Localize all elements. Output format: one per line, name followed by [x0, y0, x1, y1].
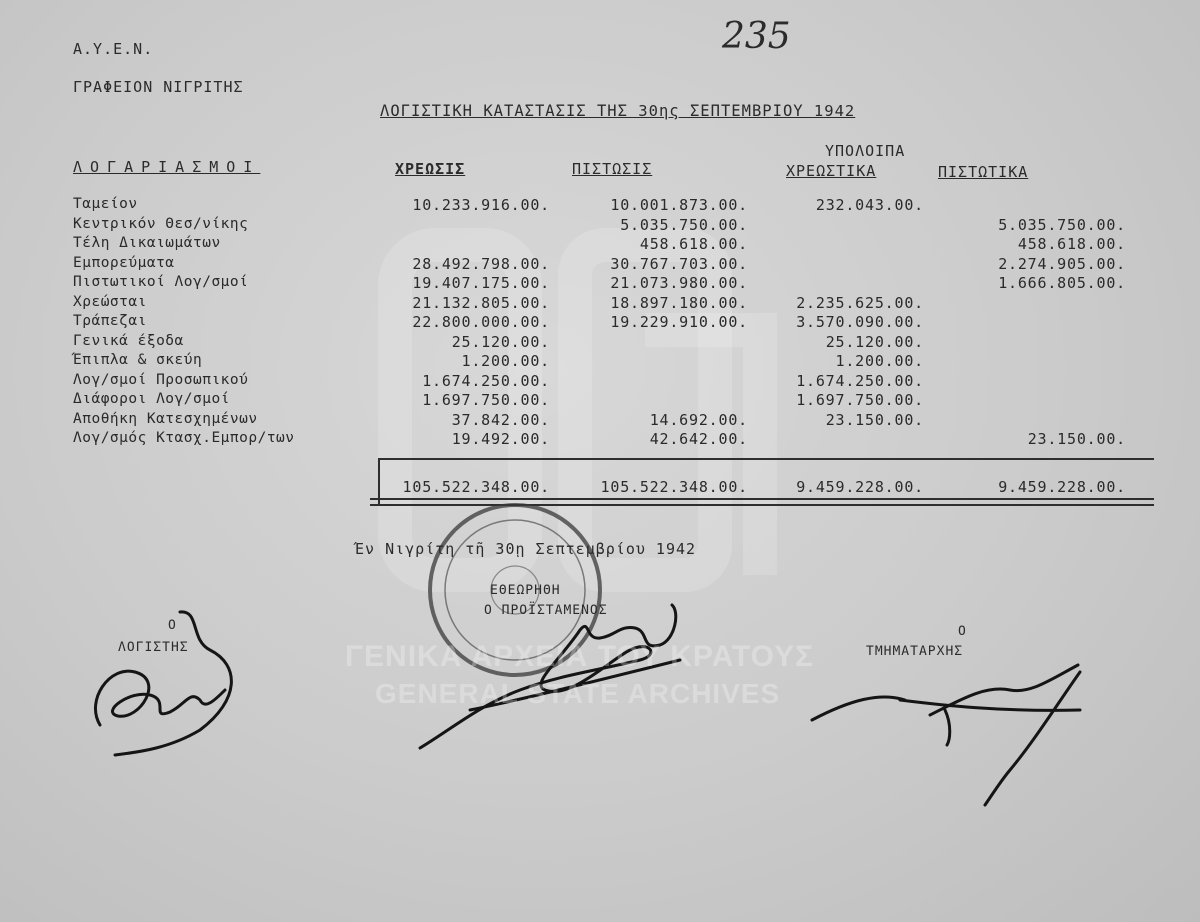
chief-article: Ο [958, 624, 967, 639]
row-debit-value: 1.697.750.00. [422, 391, 550, 409]
row-bal-credit-value: 1.666.805.00. [998, 274, 1126, 292]
document-title: ΛΟΓΙΣΤΙΚΗ ΚΑΤΑΣΤΑΣΙΣ ΤΗΣ 30ης ΣΕΠΤΕΜΒΡΙΟΥ 1942 [380, 102, 856, 120]
row-credit-value: 19.229.910.00. [610, 313, 748, 331]
row-label: Αποθήκη Κατεσχημένων [73, 410, 258, 427]
row-debit-value: 10.233.916.00. [412, 196, 550, 214]
header-credit: ΠΙΣΤΩΣΙΣ [572, 160, 653, 178]
watermark-line-1: ΓΕΝΙΚΑ ΑΡΧΕΙΑ ΤΟΥ ΚΡΑΤΟΥΣ [345, 640, 815, 673]
chief-signature [812, 665, 1080, 805]
total-credit: 105.522.348.00. [600, 478, 748, 496]
row-label: Τέλη Δικαιωμάτων [73, 235, 221, 251]
row-debit-value: 37.842.00. [451, 410, 550, 429]
total-debit: 105.522.348.00. [402, 478, 550, 496]
row-debit-value: 1.200.00. [461, 352, 550, 370]
row-label: Λογ/σμός Κτασχ.Εμπορ/των [73, 430, 295, 446]
row-bal-credit-value: 23.150.00. [1027, 430, 1126, 448]
row-label: Λογ/σμοί Προσωπικού [73, 371, 249, 388]
row-label: Τράπεζαι [73, 313, 147, 329]
accountant-signature [95, 612, 231, 755]
row-debit-value: 22.800.000.00. [412, 313, 550, 331]
row-credit-value: 18.897.180.00. [610, 293, 748, 312]
row-label: Χρεώσται [73, 293, 147, 310]
row-label: Διάφοροι Λογ/σμοί [73, 391, 230, 407]
row-debit-value: 25.120.00. [451, 332, 550, 351]
row-label: Ταμείον [73, 196, 138, 212]
row-bal-debit-value: 1.674.250.00. [796, 371, 924, 390]
row-credit-value: 30.767.703.00. [610, 254, 748, 273]
header-debit: ΧΡΕΩΣΙΣ [395, 160, 466, 178]
accountant-label: ΛΟΓΙΣΤΗΣ [118, 640, 189, 655]
header-accounts: ΛΟΓΑΡΙΑΣΜΟΙ [73, 158, 261, 176]
total-balance-debit: 9.459.228.00. [796, 478, 924, 496]
row-credit-value: 10.001.873.00. [610, 196, 748, 214]
row-debit-value: 21.132.805.00. [412, 293, 550, 312]
row-label: Εμπορεύματα [73, 254, 175, 271]
row-bal-credit-value: 2.274.905.00. [998, 254, 1126, 273]
row-bal-debit-value: 3.570.090.00. [796, 313, 924, 331]
page-number: 235 [722, 16, 791, 57]
accountant-article: Ο [168, 618, 177, 633]
header-balance-credit: ΠΙΣΤΩΤΙΚΑ [938, 163, 1029, 181]
watermark-line-2: GENERAL STATE ARCHIVES [375, 678, 781, 709]
row-bal-debit-value: 2.235.625.00. [796, 293, 924, 312]
row-debit-value: 19.407.175.00. [412, 274, 550, 292]
row-bal-debit-value: 232.043.00. [815, 196, 924, 214]
row-label: Κεντρικόν Θεσ/νίκης [73, 215, 249, 232]
row-label: Πιστωτικοί Λογ/σμοί [73, 274, 249, 290]
row-debit-value: 28.492.798.00. [412, 254, 550, 273]
office-name: ΓΡΑΦΕΙΟΝ ΝΙΓΡΙΤΗΣ [73, 78, 244, 96]
chief-label: ΤΜΗΜΑΤΑΡΧΗΣ [866, 644, 964, 659]
total-balance-credit: 9.459.228.00. [998, 478, 1126, 496]
row-credit-value: 42.642.00. [649, 430, 748, 448]
row-credit-value: 14.692.00. [649, 410, 748, 429]
row-bal-credit-value: 5.035.750.00. [998, 215, 1126, 234]
row-label: Γενικά έξοδα [73, 332, 184, 349]
row-bal-credit-value: 458.618.00. [1017, 235, 1126, 253]
row-credit-value: 458.618.00. [639, 235, 748, 253]
row-credit-value: 5.035.750.00. [620, 215, 748, 234]
header-balances: ΥΠΟΛΟΙΠΑ [825, 142, 906, 160]
organization-abbrev: Α.Υ.Ε.Ν. [73, 40, 154, 58]
place-date: Έν Νιγρίτη τῆ 30ῃ Σεπτεμβρίου 1942 [355, 540, 697, 558]
row-credit-value: 21.073.980.00. [610, 274, 748, 292]
approved-label: ΕΘΕΩΡΗΘΗ [490, 583, 561, 598]
row-label: Έπιπλα & σκεύη [73, 352, 203, 368]
header-balance-debit: ΧΡΕΩΣΤΙΚΑ [786, 162, 877, 180]
row-bal-debit-value: 23.150.00. [825, 410, 924, 429]
director-signature [420, 605, 680, 748]
row-debit-value: 19.492.00. [451, 430, 550, 448]
director-label: Ο ΠΡΟΪΣΤΑΜΕΝΟΣ [484, 603, 608, 618]
row-bal-debit-value: 25.120.00. [825, 332, 924, 351]
row-debit-value: 1.674.250.00. [422, 371, 550, 390]
row-bal-debit-value: 1.200.00. [835, 352, 924, 370]
row-bal-debit-value: 1.697.750.00. [796, 391, 924, 409]
